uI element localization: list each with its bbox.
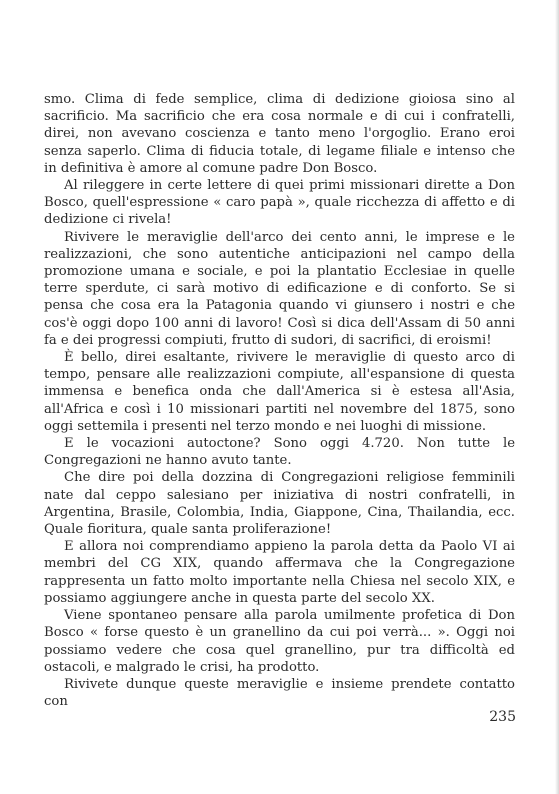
paragraph-1: smo. Clima di fede semplice, clima di dedizione gioiosa sino al sacrificio. Ma sacrificio che era cosa normale e di cui i confratelli, direi, non avevano coscienza e tanto meno l'orgoglio. Erano eroi senza saperlo. Clima di fiducia totale, di legame filiale e intenso che in definitiva è amore al comune padre Don Bosco. [44, 92, 515, 176]
paragraph-9: Rivivete dunque queste meraviglie e insieme prendete contatto con [44, 676, 515, 710]
paragraph-6: Che dire poi della dozzina di Congregazioni religiose femminili nate dal ceppo salesiano per iniziativa di nostri confratelli, in Argentina, Brasile, Colombia, India, Giappone, Cina, Thailandia, ecc. Quale fioritura, quale santa proliferazione! [44, 470, 515, 538]
paragraph-4: È bello, direi esaltante, rivivere le meraviglie di questo arco di tempo, pensare alle realizzazioni compiute, all'espansione di questa immensa e benefica onda che dall'America si è estesa all'Asia, all'Africa e così i 10 missionari partiti nel novembre del 1875, sono oggi settemila i presenti nel terzo mondo e nei luoghi di missione. [44, 350, 515, 434]
paragraph-8: Viene spontaneo pensare alla parola umilmente profetica di Don Bosco « forse questo è un granellino da cui poi verrà... ». Oggi noi possiamo vedere che cosa quel granellino, pur tra difficoltà ed ostacoli, e malgrado le crisi, ha prodotto. [44, 608, 515, 675]
paragraph-3: Rivivere le meraviglie dell'arco dei cento anni, le imprese e le realizzazioni, che sono autentiche anticipazioni nel campo della promozione umana e sociale, e poi la plantatio Ecclesiae in quelle terre sperdute, ci sarà motivo di edificazione e di conforto. Se si pensa che cosa era la Patagonia quando vi giunsero i nostri e che cos'è oggi dopo 100 anni di lavoro! Così si dica dell'Assam di 50 anni fa e dei progressi compiuti, frutto di sudori, di sacrifici, di eroismi! [44, 229, 515, 348]
body-text [44, 91, 515, 710]
paragraph-7: E allora noi comprendiamo appieno la parola detta da Paolo VI ai membri del CG XIX, quando affermava che la Congregazione rappresenta un fatto molto importante nella Chiesa nel secolo XIX, e possiamo aggiungere anche in questa parte del secolo XX. [44, 539, 515, 606]
page-number: 235 [489, 709, 516, 725]
page-edge [555, 0, 559, 794]
paragraph-5: E le vocazioni autoctone? Sono oggi 4.720. Non tutte le Congregazioni ne hanno avuto tante. [44, 436, 515, 469]
paragraph-2: Al rileggere in certe lettere di quei primi missionari dirette a Don Bosco, quell'espressione « caro papà », quale ricchezza di affetto e di dedizione ci rivela! [44, 178, 515, 228]
